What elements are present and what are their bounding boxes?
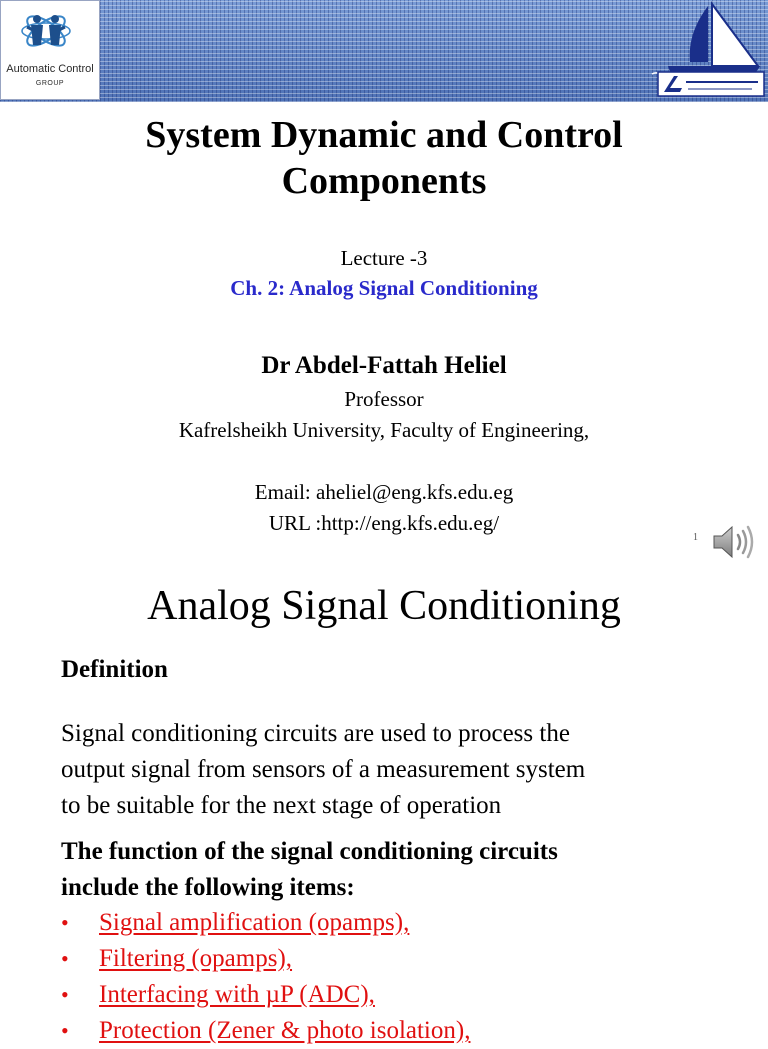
function-heading-line: The function of the signal conditioning circuits — [61, 838, 558, 865]
bullet-icon: • — [61, 982, 69, 1007]
function-heading — [61, 834, 741, 906]
logo-text-line1: Automatic Control — [6, 63, 94, 75]
definition-line: Signal conditioning circuits are used to process the — [61, 720, 570, 747]
list-item-link[interactable]: Filtering (opamps), — [99, 945, 293, 972]
logo-text-line2: GROUP — [35, 80, 65, 87]
slide-title: Analog Signal Conditioning — [147, 583, 621, 629]
list-item-link[interactable]: Interfacing with µP (ADC), — [99, 981, 375, 1008]
author-name: Dr Abdel-Fattah Heliel — [261, 352, 507, 379]
chapter-label: Ch. 2: Analog Signal Conditioning — [230, 276, 538, 300]
atom-people-logo-icon — [1, 1, 99, 61]
bullet-icon: • — [61, 946, 69, 971]
presentation-title — [0, 112, 768, 204]
author-university: Kafrelsheikh University, Faculty of Engineering, — [178, 418, 590, 442]
author-email: Email: aheliel@eng.kfs.edu.eg — [254, 480, 514, 504]
bullet-icon: • — [61, 1018, 69, 1043]
automatic-control-group-logo — [0, 0, 100, 100]
definition-line: output signal from sensors of a measurement system — [61, 756, 586, 783]
slide-2 — [0, 558, 768, 1044]
speaker-audio-icon[interactable] — [711, 522, 757, 562]
page-number: 1 — [693, 532, 698, 543]
lecture-label: Lecture -3 — [340, 246, 428, 270]
title-line-2: Components — [281, 160, 487, 202]
author-role: Professor — [344, 387, 424, 411]
definition-body — [61, 716, 741, 824]
list-item-link[interactable]: Protection (Zener & photo isolation), — [99, 1017, 471, 1044]
definition-heading: Definition — [61, 656, 168, 683]
definition-line: to be suitable for the next stage of operation — [61, 792, 502, 819]
list-item-link[interactable]: Signal amplification (opamps), — [99, 909, 410, 936]
function-heading-line: include the following items: — [61, 874, 355, 901]
author-url: URL :http://eng.kfs.edu.eg/ — [268, 511, 500, 535]
sailboat-university-logo-icon — [648, 0, 768, 102]
title-line-1: System Dynamic and Control — [145, 114, 623, 156]
bullet-icon: • — [61, 910, 69, 935]
